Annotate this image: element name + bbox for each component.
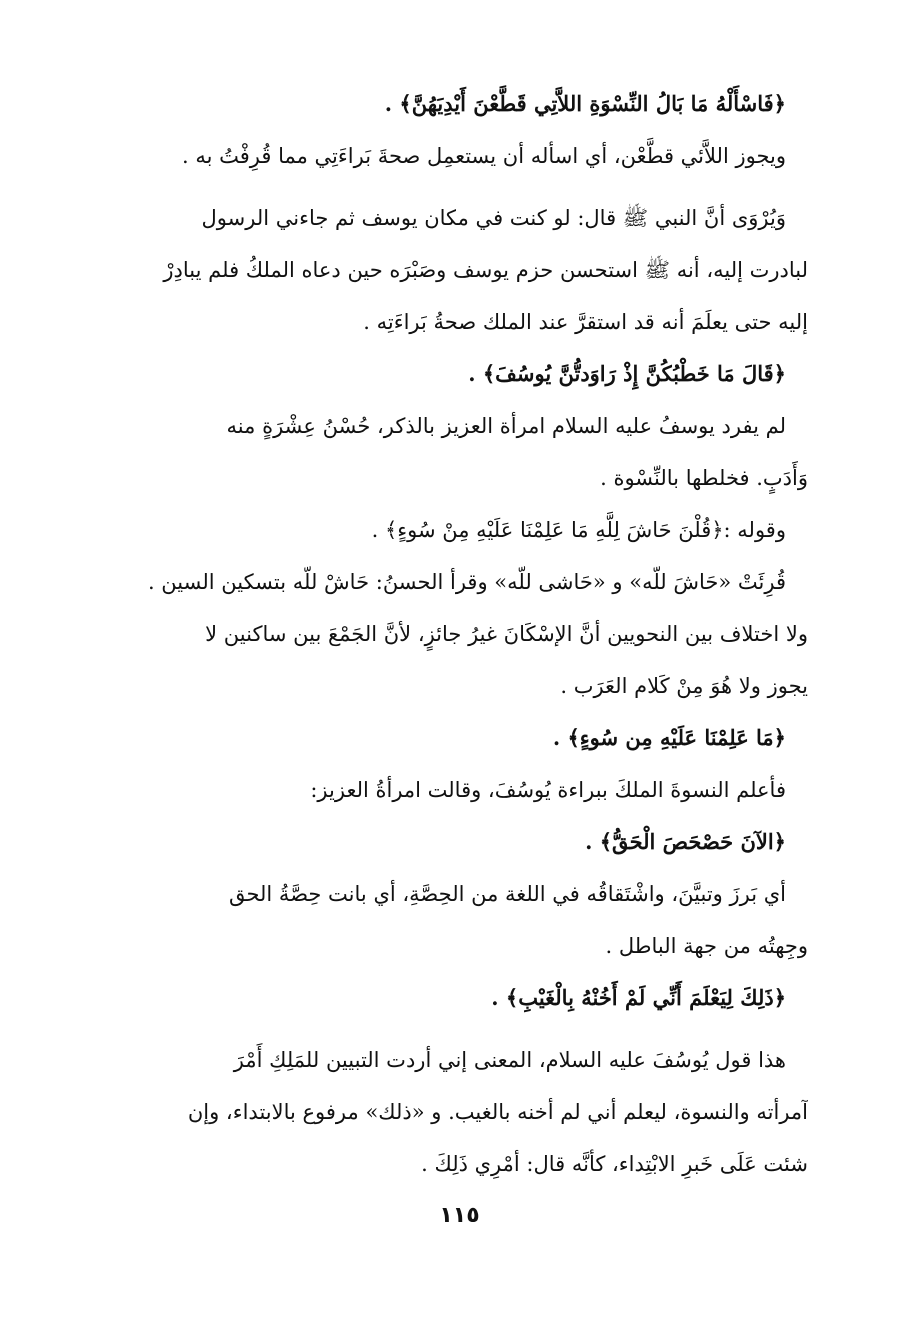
page-body: [118, 78, 808, 1190]
quran-verse: ﴿الآنَ حَصْحَصَ الْحَقُّ﴾ .: [585, 829, 786, 854]
paragraph-line: ويجوز اللاَّئي قطَّعْن، أي اسأله أن يستعمِل صحةَ بَراءَتِي مما قُرِفْتُ به .: [182, 144, 786, 168]
paragraph-line: شئت عَلَى خَبرِ الابْتِداء، كأنَّه قال: أمْرِي ذَلِكَ .: [421, 1152, 808, 1176]
page-number: ١١٥: [439, 1203, 480, 1228]
paragraph-line: فأعلم النسوةَ الملكَ ببراءة يُوسُفَ، وقالت امرأةُ العزيز:: [310, 778, 786, 802]
paragraph-line: وقوله :﴿قُلْنَ حَاشَ لِلَّهِ مَا عَلِمْنَا عَلَيْهِ مِنْ سُوءٍ﴾ .: [371, 518, 786, 542]
quran-verse: ﴿ذَلِكَ لِيَعْلَمَ أَنِّي لَمْ أَخُنْهُ بِالْغَيْبِ﴾ .: [491, 985, 786, 1010]
paragraph-line: وَأَدَبٍ. فخلطها بالنِّسْوة .: [600, 466, 808, 490]
paragraph-line: ولا اختلاف بين النحويين أنَّ الإسْكَانَ غيرُ جائزٍ، لأنَّ الجَمْعَ بين ساكنين لا: [205, 622, 808, 646]
paragraph-line: يجوز ولا هُوَ مِنْ كَلام العَرَب .: [560, 674, 808, 698]
paragraph-line: وَيُرْوَى أنَّ النبي ﷺ قال: لو كنت في مكان يوسف ثم جاءني الرسول: [201, 206, 786, 230]
paragraph-line: وجِهتُه من جهة الباطل .: [605, 934, 808, 958]
quran-verse: ﴿مَا عَلِمْنَا عَلَيْهِ مِن سُوءٍ﴾ .: [552, 725, 786, 750]
quran-verse: ﴿قَالَ مَا خَطْبُكُنَّ إِذْ رَاوَدتُّنَّ يُوسُفَ﴾ .: [468, 361, 786, 386]
paragraph-line: لم يفرد يوسفُ عليه السلام امرأة العزيز بالذكر، حُسْنُ عِشْرَةٍ منه: [226, 414, 786, 438]
paragraph-line: لبادرت إليه، أنه ﷺ استحسن حزم يوسف وصَبْرَه حين دعاه الملكُ فلم يبادِرْ: [163, 258, 808, 282]
paragraph-line: إليه حتى يعلَمَ أنه قد استقرَّ عند الملك صحةُ بَراءَتِه .: [363, 310, 808, 334]
paragraph-line: قُرِئَتْ «حَاشَ للّه» و «حَاشى للّه» وقرأ الحسنُ: حَاشْ للّه بتسكين السين .: [147, 570, 786, 594]
paragraph-line: أي بَرزَ وتبيَّنَ، واشْتَقاقُه في اللغة من الحِصَّةِ، أي بانت حِصَّةُ الحق: [228, 882, 786, 906]
quran-verse: ﴿فَاسْأَلْهُ مَا بَالُ النِّسْوَةِ اللاَّتِي قَطَّعْنَ أَيْدِيَهُنَّ﴾ .: [384, 91, 786, 116]
paragraph-line: هذا قول يُوسُفَ عليه السلام، المعنى إني أردت التبيين للمَلِكِ أَمْرَ: [233, 1048, 786, 1072]
paragraph-line: آمرأته والنسوة، ليعلم أني لم أخنه بالغيب. و «ذلك» مرفوع بالابتداء، وإن: [187, 1100, 808, 1124]
